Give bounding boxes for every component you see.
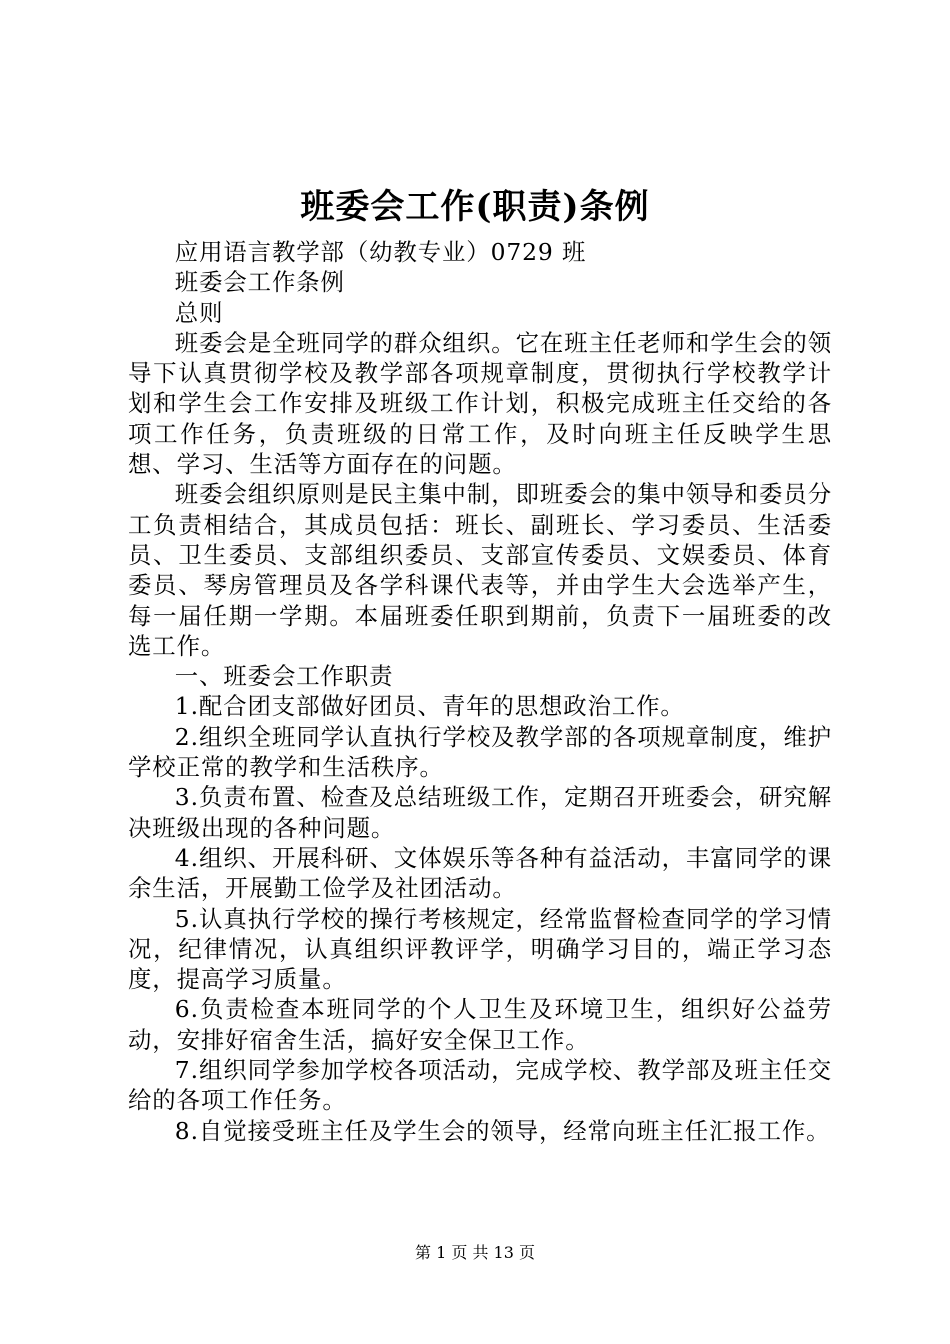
duty-item-6: 6.负责检查本班同学的个人卫生及环境卫生，组织好公益劳动，安排好宿舍生活，搞好安全保卫工作。 bbox=[128, 995, 832, 1054]
duty-item-5: 5.认真执行学校的操行考核规定，经常监督检查同学的学习情况，纪律情况，认真组织评教评学，明确学习目的，端正学习态度，提高学习质量。 bbox=[128, 904, 832, 994]
paragraph-general-principles: 总则 bbox=[174, 298, 224, 327]
page-number-footer: 第 1 页 共 13 页 bbox=[415, 1243, 535, 1262]
document-body bbox=[128, 237, 832, 1146]
paragraph-intro: 班委会是全班同学的群众组织。它在班主任老师和学生会的领导下认真贯彻学校及教学部各项规章制度，贯彻执行学校教学计划和学生会工作安排及班级工作计划，积极完成班主任交给的各项工作任务，负责班级的日常工作，及时向班主任反映学生思想、学习、生活等方面存在的问题。 bbox=[128, 328, 832, 479]
duty-item-8: 8.自觉接受班主任及学生会的领导，经常向班主任汇报工作。 bbox=[174, 1116, 831, 1145]
duty-item-3: 3.负责布置、检查及总结班级工作，定期召开班委会，研究解决班级出现的各种问题。 bbox=[128, 783, 832, 842]
paragraph-class-name: 应用语言教学部（幼教专业）0729 班 bbox=[174, 238, 587, 266]
duty-item-7: 7.组织同学参加学校各项活动，完成学校、教学部及班主任交给的各项工作任务。 bbox=[128, 1056, 832, 1115]
duty-item-4: 4.组织、开展科研、文体娱乐等各种有益活动，丰富同学的课余生活，开展勤工俭学及社团活动。 bbox=[128, 843, 832, 903]
paragraph-regulation-title: 班委会工作条例 bbox=[174, 268, 345, 297]
document-title: 班委会工作(职责)条例 bbox=[300, 187, 650, 227]
duty-item-1: 1.配合团支部做好团员、青年的思想政治工作。 bbox=[174, 692, 685, 721]
duty-item-2: 2.组织全班同学认直执行学校及教学部的各项规章制度，维护学校正常的教学和生活秩序。 bbox=[128, 722, 832, 782]
paragraph-organization-principle: 班委会组织原则是民主集中制，即班委会的集中领导和委员分工负责相结合，其成员包括：班长、副班长、学习委员、生活委员、卫生委员、支部组织委员、支部宣传委员、文娱委员、体育委员、琴房管理员及各学科课代表等，并由学生大会选举产生，每一届任期一学期。本届班委任职到期前，负责下一届班委的改选工作。 bbox=[128, 480, 832, 660]
section-heading-duties: 一、班委会工作职责 bbox=[174, 662, 394, 691]
